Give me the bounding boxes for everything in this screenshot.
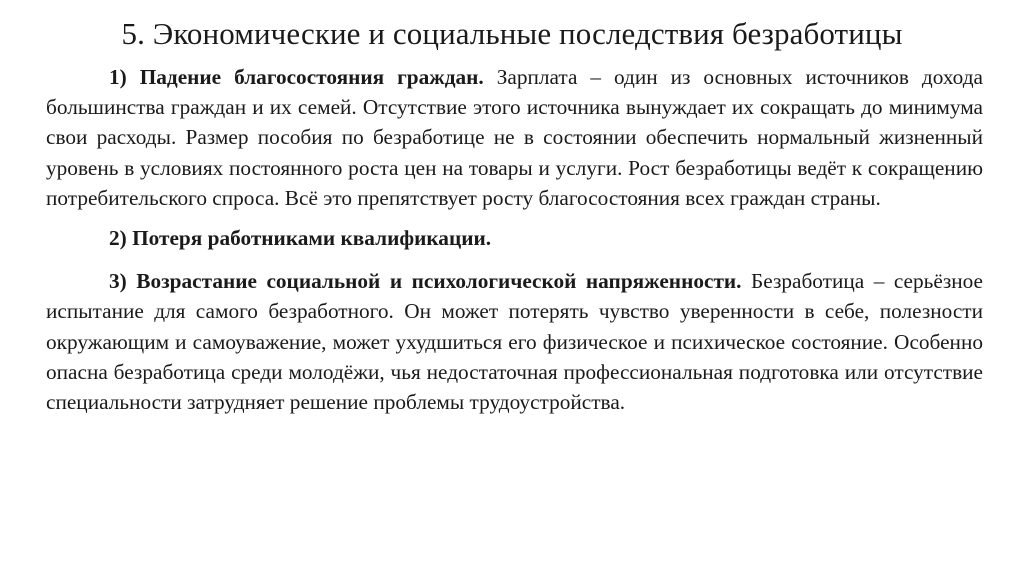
slide-content (46, 62, 983, 417)
point-1-heading: 1) Падение благосостояния граждан. (109, 65, 484, 89)
point-1-text: Зарплата – один из основных источников дохода большинства граждан и их семей. Отсутствие этого источника вынуждает их сокращать до минимума свои расходы. Размер пособия по безработице не в состоянии обеспечить нормальный жизненный уровень в условиях постоянного роста цен на товары и услуги. Рост безработицы ведёт к сокращению потребительского спроса. Всё это препятствует росту благосостояния всех граждан страны. (46, 65, 983, 210)
point-3-paragraph (46, 266, 983, 417)
point-2-paragraph (46, 223, 983, 253)
point-1-paragraph (46, 62, 983, 213)
slide-title: 5. Экономические и социальные последствия безработицы (121, 16, 903, 51)
point-3-heading: 3) Возрастание социальной и психологической напряженности. (109, 269, 742, 294)
point-3-text: Безработица – серьёзное испытание для самого безработного. Он может потерять чувство уверенности в себе, полезности окружающим и самоуважение, может ухудшиться его физическое и психическое состояние. Особенно опасна безработица среди молодёжи, чья недостаточная профессиональная подготовка или отсутствие специальности затрудняет решение проблемы трудоустройства. (46, 269, 983, 415)
point-2-heading: 2) Потеря работниками квалификации. (109, 226, 492, 251)
